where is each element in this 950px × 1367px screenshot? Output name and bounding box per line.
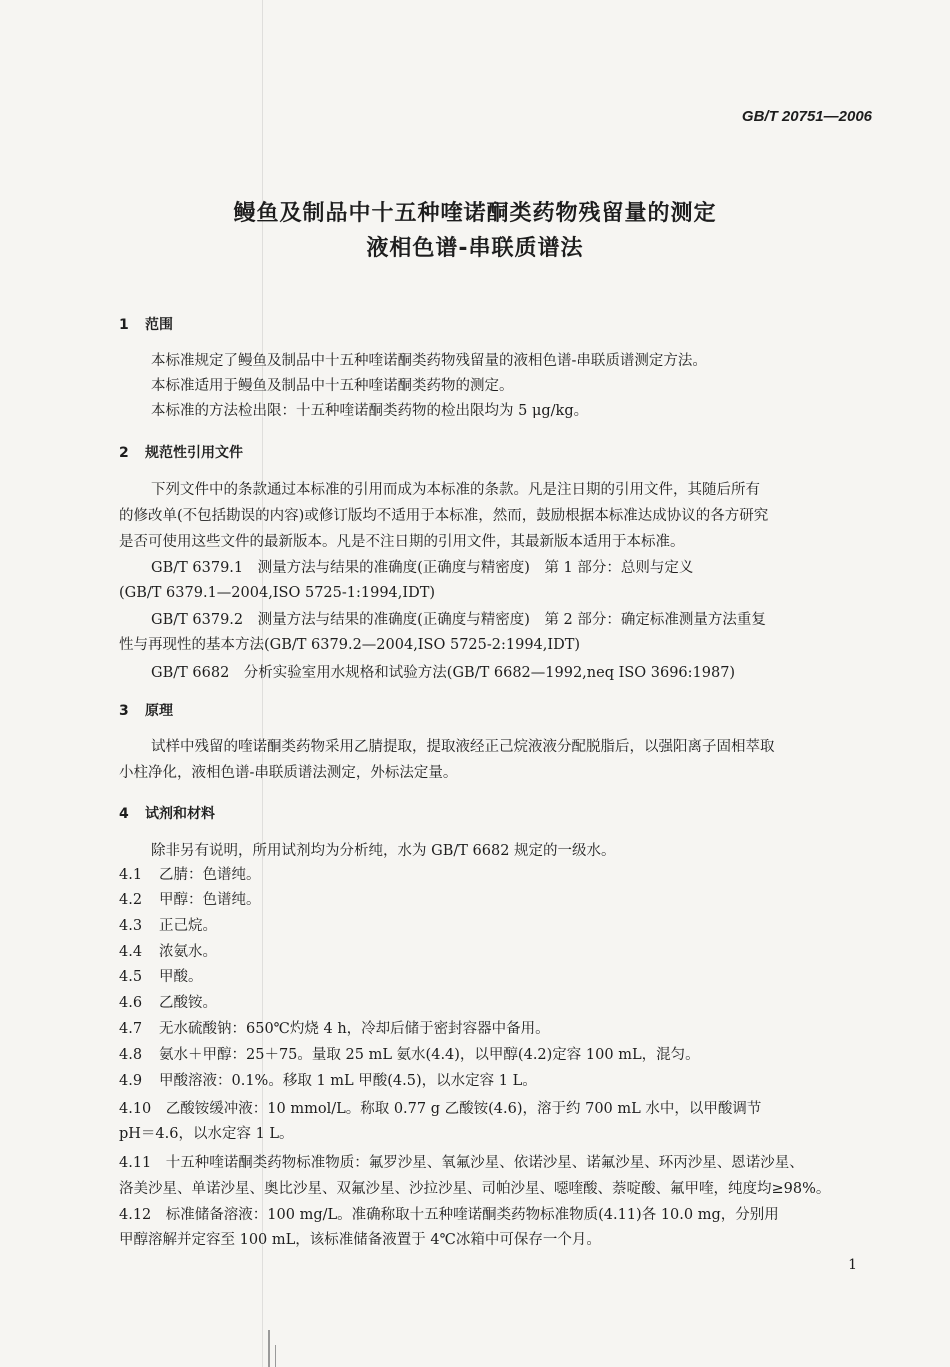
list-item-line: 甲醇溶解并定容至 100 mL，该标准储备液置于 4℃冰箱中可保存一个月。 <box>119 1232 601 1248</box>
list-item <box>119 889 261 912</box>
item-number: 4.1 <box>119 867 143 883</box>
section-title: 范围 <box>145 317 173 333</box>
section-number: 2 <box>119 445 129 461</box>
section-title: 规范性引用文件 <box>145 445 243 461</box>
item-text: 乙腈：色谱纯。 <box>159 867 261 883</box>
scan-artifact <box>268 1330 270 1367</box>
list-item-line: 4.12 标准储备溶液：100 mg/L。准确称取十五种喹诺酮类药物标准物质(4.11)各 10.0 mg，分别用 <box>119 1207 779 1223</box>
document-title: 鳗鱼及制品中十五种喹诺酮类药物残留量的测定 <box>233 201 717 226</box>
list-item <box>119 1018 550 1041</box>
item-number: 4.3 <box>119 918 143 934</box>
paragraph-line: 小柱净化，液相色谱-串联质谱法测定，外标法定量。 <box>119 765 458 781</box>
list-item-line: 4.10 乙酸铵缓冲液：10 mmol/L。称取 0.77 g 乙酸铵(4.6)，溶于约 700 mL 水中，以甲酸调节 <box>119 1101 762 1117</box>
page-number: 1 <box>848 1257 857 1273</box>
section-title: 原理 <box>145 703 173 719</box>
item-text: 甲酸。 <box>159 969 203 985</box>
paragraph-line: 是否可使用这些文件的最新版本。凡是不注日期的引用文件，其最新版本适用于本标准。 <box>119 534 685 550</box>
item-number: 4.5 <box>119 969 143 985</box>
item-text: 氨水＋甲醇：25＋75。量取 25 mL 氨水(4.4)，以甲醇(4.2)定容 100 mL，混匀。 <box>159 1047 700 1063</box>
document-subtitle: 液相色谱-串联质谱法 <box>366 236 584 261</box>
paragraph-line: 下列文件中的条款通过本标准的引用而成为本标准的条款。凡是注日期的引用文件，其随后所有 <box>151 482 760 498</box>
section-heading <box>119 803 215 823</box>
scan-artifact <box>275 1345 276 1367</box>
paragraph: 本标准规定了鳗鱼及制品中十五种喹诺酮类药物残留量的液相色谱-串联质谱测定方法。 <box>151 353 707 369</box>
section-heading <box>119 314 173 334</box>
item-number: 4.8 <box>119 1047 143 1063</box>
list-item <box>119 1070 537 1093</box>
list-item <box>119 915 217 938</box>
reference-entry: 性与再现性的基本方法(GB/T 6379.2—2004,ISO 5725-2:1994,IDT) <box>119 637 581 653</box>
section-number: 4 <box>119 806 129 822</box>
paragraph: 本标准的方法检出限：十五种喹诺酮类药物的检出限均为 5 μg/kg。 <box>151 403 589 419</box>
list-item-line: pH＝4.6，以水定容 1 L。 <box>119 1126 294 1142</box>
list-item <box>119 864 261 887</box>
section-heading <box>119 442 243 462</box>
paragraph: 本标准适用于鳗鱼及制品中十五种喹诺酮类药物的测定。 <box>151 378 514 394</box>
section-heading <box>119 700 173 720</box>
item-number: 4.6 <box>119 995 143 1011</box>
list-item-line: 洛美沙星、单诺沙星、奥比沙星、双氟沙星、沙拉沙星、司帕沙星、噁喹酸、萘啶酸、氟甲喹，纯度均≥98%。 <box>119 1181 831 1197</box>
list-item <box>119 966 203 989</box>
list-item <box>119 992 217 1015</box>
item-text: 正己烷。 <box>159 918 217 934</box>
section-number: 3 <box>119 703 129 719</box>
list-item <box>119 1044 700 1067</box>
paragraph-line: 试样中残留的喹诺酮类药物采用乙腈提取，提取液经正己烷液液分配脱脂后，以强阳离子固相萃取 <box>151 739 775 755</box>
reference-entry: GB/T 6379.1 测量方法与结果的准确度(正确度与精密度) 第 1 部分：总则与定义 <box>151 560 694 576</box>
section-title: 试剂和材料 <box>145 806 215 822</box>
item-number: 4.7 <box>119 1021 143 1037</box>
section-number: 1 <box>119 317 129 333</box>
item-number: 4.2 <box>119 892 143 908</box>
item-text: 无水硫酸钠：650℃灼烧 4 h，冷却后储于密封容器中备用。 <box>159 1021 550 1037</box>
standard-code: GB/T 20751—2006 <box>741 108 872 125</box>
item-number: 4.4 <box>119 944 143 960</box>
list-item <box>119 941 217 964</box>
item-text: 乙酸铵。 <box>159 995 217 1011</box>
reference-entry: GB/T 6682 分析实验室用水规格和试验方法(GB/T 6682—1992,neq ISO 3696:1987) <box>151 665 736 681</box>
item-text: 甲酸溶液：0.1%。移取 1 mL 甲酸(4.5)，以水定容 1 L。 <box>159 1073 537 1089</box>
item-text: 浓氨水。 <box>159 944 217 960</box>
paragraph: 除非另有说明，所用试剂均为分析纯，水为 GB/T 6682 规定的一级水。 <box>151 843 616 859</box>
item-number: 4.9 <box>119 1073 143 1089</box>
reference-entry: GB/T 6379.2 测量方法与结果的准确度(正确度与精密度) 第 2 部分：确定标准测量方法重复 <box>151 612 766 628</box>
list-item-line: 4.11 十五种喹诺酮类药物标准物质：氟罗沙星、氧氟沙星、依诺沙星、诺氟沙星、环丙沙星、恩诺沙星、 <box>119 1155 804 1171</box>
paragraph-line: 的修改单(不包括勘误的内容)或修订版均不适用于本标准，然而，鼓励根据本标准达成协议的各方研究 <box>119 508 769 524</box>
reference-entry: (GB/T 6379.1—2004,ISO 5725-1:1994,IDT) <box>119 585 436 601</box>
item-text: 甲醇：色谱纯。 <box>159 892 261 908</box>
